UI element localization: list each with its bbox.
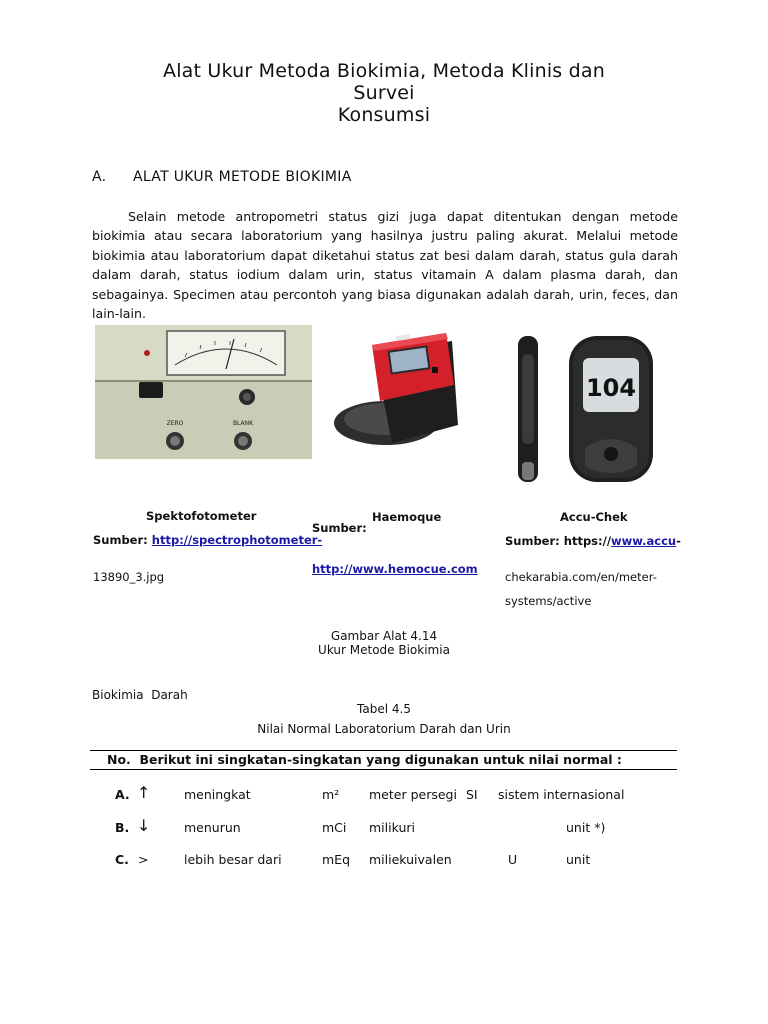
spectro-source-link[interactable]: http://spectrophotometer- [151, 533, 323, 547]
table-caption-line-1: Tabel 4.5 [357, 702, 411, 716]
figure-caption-line-2: Ukur Metode Biokimia [318, 643, 450, 657]
section-letter: A. [92, 169, 107, 185]
table-caption-line-2: Nilai Normal Laboratorium Darah dan Urin [257, 722, 511, 736]
title-line-2: Survei [353, 82, 415, 104]
panel-blank-label: BLANK [232, 420, 254, 427]
hemocue-image [334, 325, 464, 455]
row-b-letter: B. [115, 820, 130, 835]
table-caption [0, 699, 768, 739]
row-a-extra-1: SI [466, 787, 478, 802]
row-a-abbr: m² [322, 787, 340, 802]
accu-caption: Accu-Chek [560, 510, 628, 524]
intro-paragraph-text: Selain metode antropometri status gizi juga dapat ditentukan dengan metode biokimia atau secara laboratorium yang hasilnya justru paling akurat. Melalui metode biokimia atau laboratorium dapat diketahui status zat besi dalam darah, status gula darah dalam darah, status iodium dalam urin, status vitamain A dalam plasma darah, dan sebagainya. Specimen atau percontoh yang biasa digunakan adalah darah, urin, feces, dan lain-lain. [92, 209, 678, 322]
meter-display-value: 104 [585, 374, 637, 402]
row-b-abbr-desc: milikuri [369, 820, 415, 835]
row-a-extra-2: sistem internasional [498, 787, 625, 802]
accu-source-dash: - [676, 534, 681, 548]
row-c-extra-2: unit [566, 852, 591, 867]
accu-chek-image [513, 330, 663, 485]
table-top-rule [90, 750, 677, 751]
row-a-letter: A. [115, 787, 130, 802]
accu-source-link-2[interactable]: u [667, 534, 677, 548]
spectro-source-cont: 13890_3.jpg [93, 570, 165, 584]
title-line-3: Konsumsi [337, 104, 431, 126]
row-b-extra-2: unit *) [566, 820, 606, 835]
accu-source-line-3: systems/active [505, 594, 592, 608]
accu-source-prefix: Sumber: https:// [505, 534, 612, 548]
biokimia-darah-label: Biokimia Darah [92, 688, 188, 702]
arrow-down-icon: ↓ [137, 816, 151, 835]
row-b-desc: menurun [184, 820, 241, 835]
table-header: No. Berikut ini singkatan-singkatan yang digunakan untuk nilai normal : [107, 752, 622, 767]
spectro-source-label: Sumber: [93, 533, 148, 547]
table-header-rule [90, 769, 677, 770]
accu-source-line-2: chekarabia.com/en/meter- [505, 570, 657, 584]
intro-paragraph [92, 207, 678, 323]
row-c-desc: lebih besar dari [184, 852, 282, 867]
row-b-abbr: mCi [322, 820, 347, 835]
figure-caption [0, 629, 768, 657]
accu-source-link-1[interactable]: www.acc [611, 534, 668, 548]
arrow-up-icon: ↑ [137, 783, 151, 802]
hemocue-caption: Haemoque [372, 510, 442, 524]
row-c-abbr-desc: miliekuivalen [369, 852, 452, 867]
row-c-letter: C. [115, 852, 129, 867]
spectro-caption: Spektofotometer [146, 509, 257, 523]
row-c-extra-1: U [508, 852, 518, 867]
row-c-abbr: mEq [322, 852, 351, 867]
page-title [0, 60, 768, 126]
row-a-abbr-desc: meter persegi [369, 787, 457, 802]
row-a-desc: meningkat [184, 787, 251, 802]
section-heading: ALAT UKUR METODE BIOKIMIA [133, 169, 352, 185]
hemocue-source-link[interactable]: http://www.hemocue.com [312, 562, 478, 576]
panel-zero-label: ZERO [166, 420, 184, 427]
hemocue-source-label: Sumber: [312, 521, 367, 535]
title-line-1: Alat Ukur Metoda Biokimia, Metoda Klinis dan [163, 60, 605, 82]
accu-source [505, 534, 681, 548]
spectro-source [93, 533, 322, 547]
greater-than-symbol: > [138, 852, 149, 867]
spectrophotometer-image [95, 325, 312, 459]
figure-caption-line-1: Gambar Alat 4.14 [330, 629, 438, 643]
